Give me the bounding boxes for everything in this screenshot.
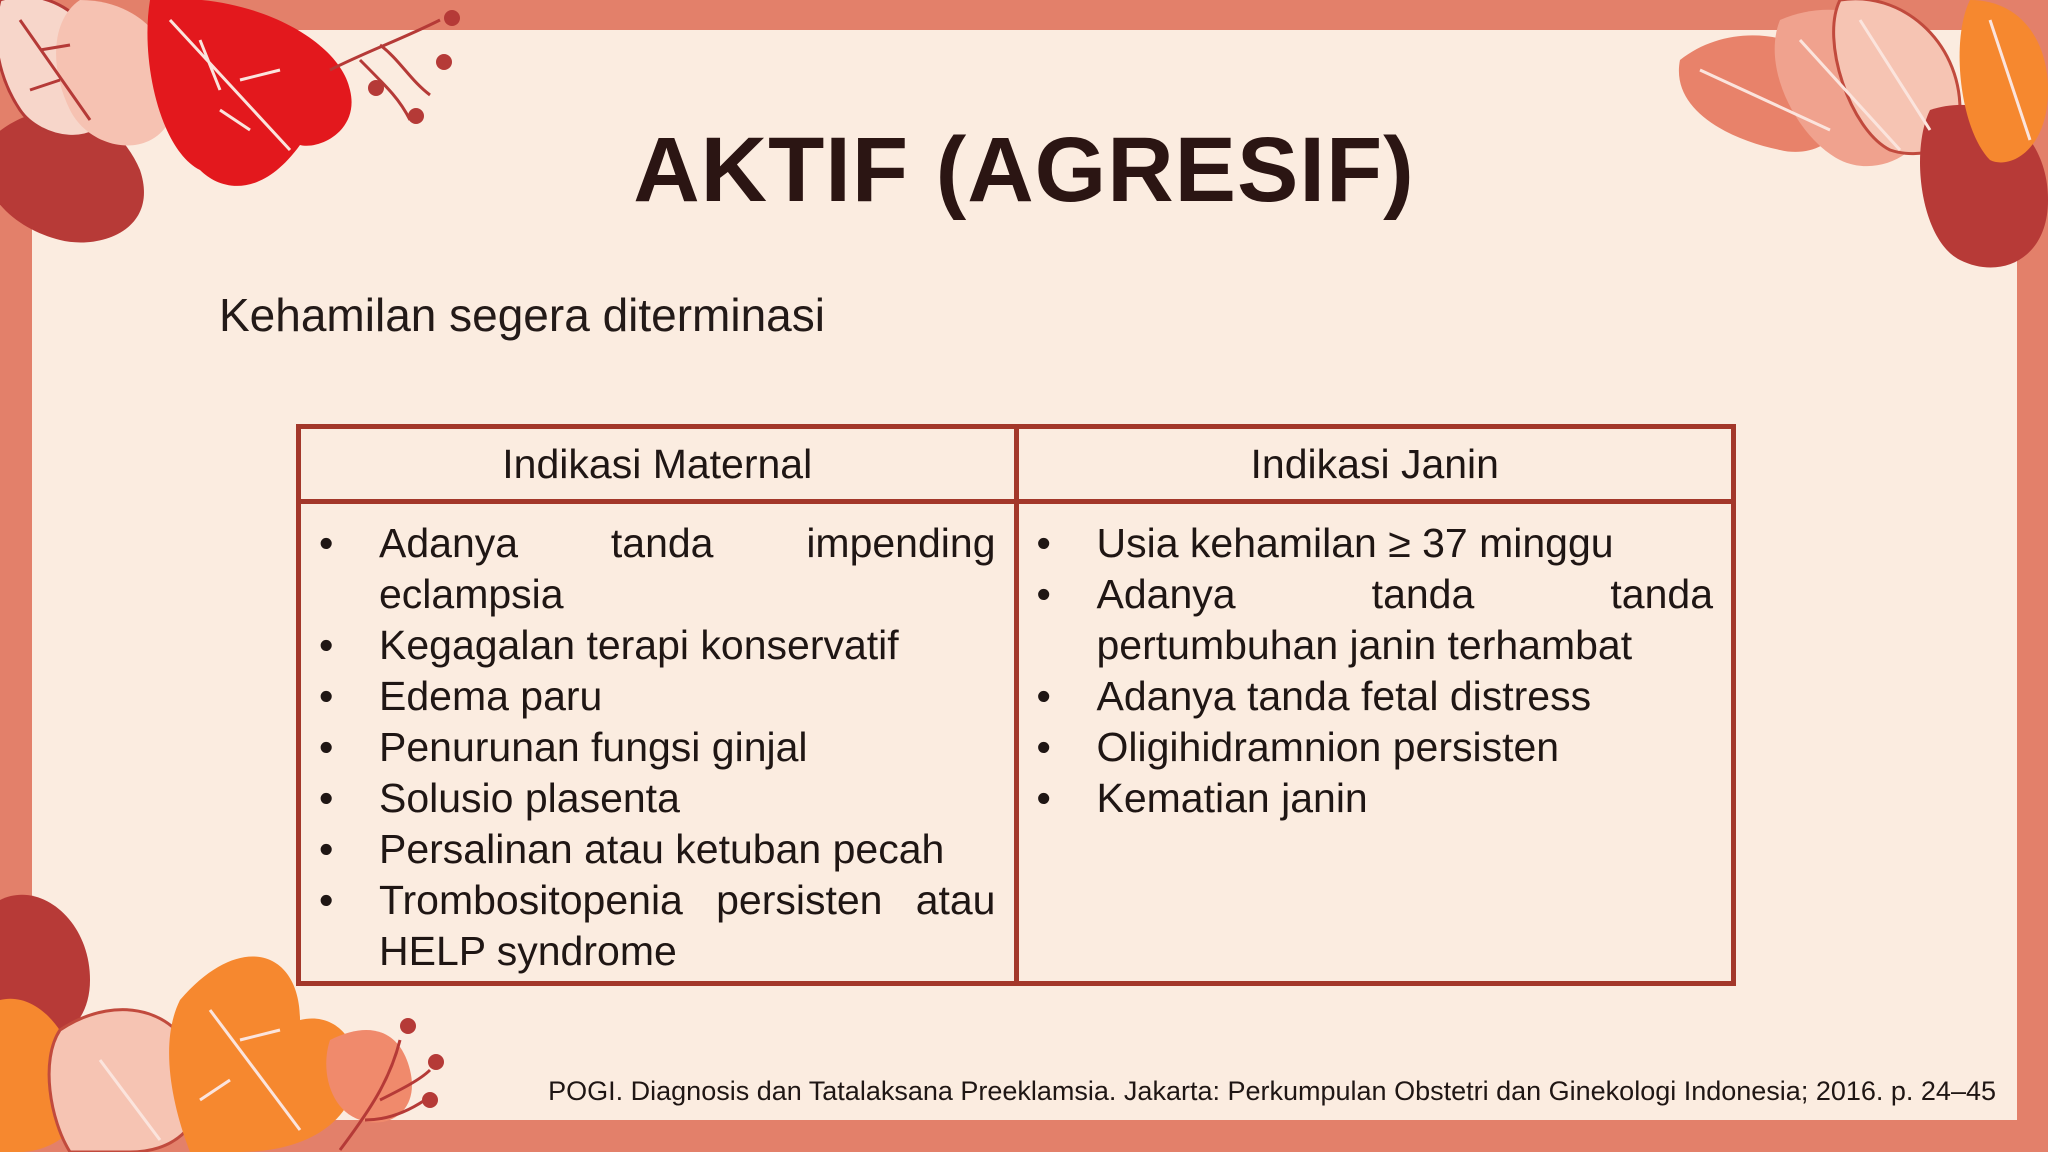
list-item: • Kematian janin xyxy=(1037,773,1714,824)
indication-table xyxy=(296,424,1736,986)
slide-title: AKTIF (AGRESIF) xyxy=(633,119,1415,221)
table-header-row xyxy=(299,427,1734,502)
list-item: • Adanya tanda tanda pertumbuhan janin terhambat xyxy=(1037,569,1714,671)
maternal-list xyxy=(319,518,996,977)
table-body-row xyxy=(299,502,1734,984)
header-maternal: Indikasi Maternal xyxy=(299,427,1017,502)
list-item: • Adanya tanda fetal distress xyxy=(1037,671,1714,722)
header-janin: Indikasi Janin xyxy=(1016,427,1734,502)
list-item: • Oligihidramnion persisten xyxy=(1037,722,1714,773)
list-item: • Solusio plasenta xyxy=(319,773,996,824)
list-item: • Persalinan atau ketuban pecah xyxy=(319,824,996,875)
janin-cell xyxy=(1016,502,1734,984)
slide-subtitle: Kehamilan segera diterminasi xyxy=(219,289,825,341)
list-item: • Penurunan fungsi ginjal xyxy=(319,722,996,773)
list-item: • Adanya tanda impending eclampsia xyxy=(319,518,996,620)
list-item: • Kegagalan terapi konservatif xyxy=(319,620,996,671)
list-item: • Edema paru xyxy=(319,671,996,722)
janin-list xyxy=(1037,518,1714,824)
citation: POGI. Diagnosis dan Tatalaksana Preeklamsia. Jakarta: Perkumpulan Obstetri dan Ginekologi Indonesia; 2016. p. 24–45 xyxy=(548,1076,1996,1106)
list-item: • Usia kehamilan ≥ 37 minggu xyxy=(1037,518,1714,569)
maternal-cell xyxy=(299,502,1017,984)
list-item: • Trombositopenia persisten atau HELP syndrome xyxy=(319,875,996,977)
